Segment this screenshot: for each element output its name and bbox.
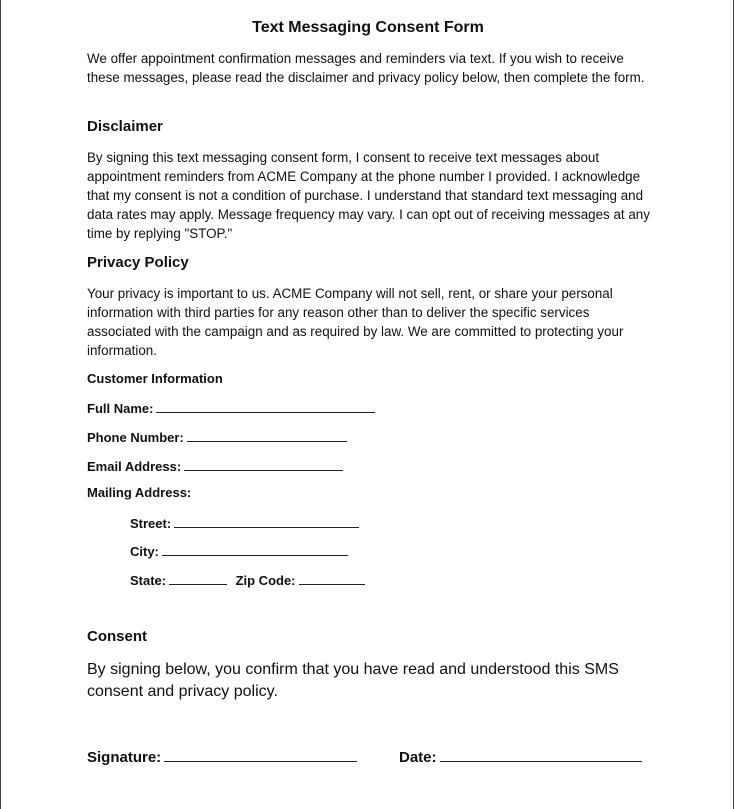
email-label: Email Address:	[87, 459, 182, 474]
disclaimer-heading: Disclaimer	[87, 118, 163, 135]
consent-heading: Consent	[87, 628, 147, 645]
street-label: Street:	[130, 516, 172, 531]
city-row	[130, 542, 348, 561]
state-zip-row	[130, 571, 365, 590]
full-name-label: Full Name:	[87, 401, 154, 416]
email-row	[87, 457, 343, 476]
signature-label: Signature:	[87, 749, 162, 766]
consent-paragraph: By signing below, you confirm that you have read and understood this SMS consent and privacy policy.	[87, 661, 619, 700]
zip-field[interactable]	[299, 571, 365, 585]
street-field[interactable]	[174, 514, 359, 528]
customer-info-heading: Customer Information	[87, 371, 223, 386]
phone-field[interactable]	[187, 428, 347, 442]
date-label: Date:	[399, 749, 437, 766]
city-field[interactable]	[162, 542, 348, 556]
email-field[interactable]	[184, 457, 343, 471]
zip-label: Zip Code:	[235, 573, 296, 588]
date-row	[399, 746, 642, 767]
date-field[interactable]	[440, 746, 642, 762]
phone-label: Phone Number:	[87, 430, 184, 445]
intro-paragraph: We offer appointment confirmation messages and reminders via text. If you wish to receive these messages, please read the disclaimer and privacy policy below, then complete the form.	[87, 51, 645, 85]
signature-row	[87, 746, 357, 767]
state-field[interactable]	[169, 571, 227, 585]
state-label: State:	[130, 573, 167, 588]
phone-row	[87, 428, 347, 447]
form-title: Text Messaging Consent Form	[252, 19, 484, 36]
privacy-heading: Privacy Policy	[87, 254, 189, 271]
mailing-address-label: Mailing Address:	[87, 485, 192, 500]
street-row	[130, 514, 359, 533]
privacy-paragraph: Your privacy is important to us. ACME Company will not sell, rent, or share your personal information with third parties for any reason other than to deliver the specific services associated with the campaign and as required by law. We are committed to protecting your information.	[87, 286, 624, 358]
full-name-field[interactable]	[156, 399, 375, 413]
city-label: City:	[130, 544, 159, 559]
disclaimer-paragraph: By signing this text messaging consent form, I consent to receive text messages about appointment reminders from ACME Company at the phone number I provided. I acknowledge that my consent is not a condition of purchase. I understand that standard text messaging and data rates may apply. Message frequency may vary. I can opt out of receiving messages at any time by replying "STOP."	[87, 150, 650, 241]
signature-field[interactable]	[164, 746, 357, 762]
full-name-row	[87, 399, 375, 418]
